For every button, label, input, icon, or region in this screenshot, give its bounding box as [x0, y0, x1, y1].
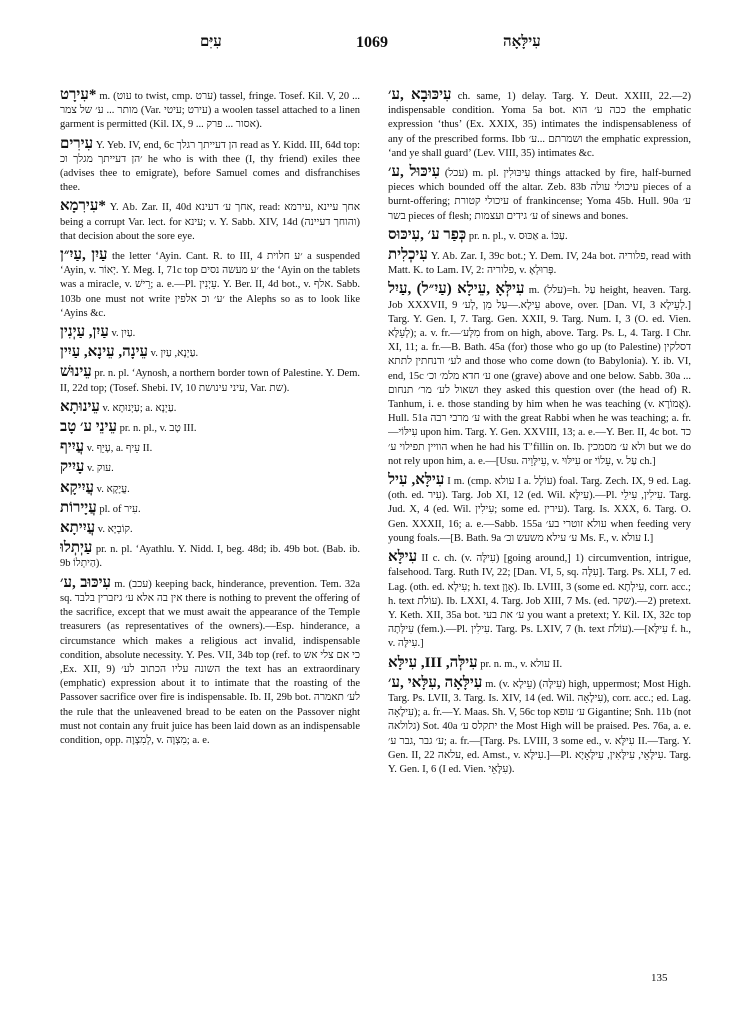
- dictionary-entry: [388, 473, 691, 546]
- entry-headword: עִילָּא: [388, 549, 418, 566]
- entry-headword: כְּפַר ע׳ ,עִיכּוּס: [388, 226, 467, 243]
- entry-headword: עַיִן ,עַיִ״ן: [60, 247, 108, 264]
- entry-definition: II c. ch. (v. עִילָּה) [going around,] 1) circumvention, intrigue, falsehood. Targ. Ruth IV, 22; [Dan. VI, 5, sq. עִלָּה]. Targ. Ps. XLI, 7 ed. Lag. (oth. ed. עִילָא; h. text אָוֶן). Ib. LVIII, 3 (some ed. עִילְתָא, corr. acc.; h. text עוֹלֹת). Ib. LXXI, 4. Targ. Job XIII, 7 Ms. (ed. שקר).—2) pretext. Y. Keth. XII, 35a bot. ע׳ את בעי you want a pretext; Y. Kil. IX, 32c top עִילְּתָה (fem.).—Pl. עִילִין. Targ. Ps. LXIV, 7 (h. text עוֹלֹת).—[עִילָּא f. h., v. עִילָּה.]: [388, 553, 691, 650]
- entry-definition: (עכל) m. pl. עִיכּוּלִין things attacked by fire, half-burned pieces which bounded off the altar. Zeb. 83b עיכולי עולה pieces of a burnt-offering; עיכולי קטורת of frankincense; Yoma 45b. Hull. 90a ע׳ בשר pieces of flesh; ע׳ גידים ועצמות of sinews and bones.: [388, 168, 691, 222]
- entry-definition: I m. (cmp. עולא I a. עוֹלָל) foal. Targ. Zech. IX, 9 ed. Lag. (oth. ed. עִיר). Targ. Job XI, 12 (ed. Wil. עִילָּא).—Pl. עִילִין, עִילֵי. Targ. Jud. X, 4 (ed. Wil. עִילִין; some ed. עירין). Targ. Is. XXX, 6. Targ. O. Gen. XXXII, 16; a. e.—Sabb. 155a עולא זוטרי בע׳ when feeding very young foals.—[B. Bath. 9a ע׳ עילא משעש וכ׳ Ms. F., v. עולא I.]: [388, 476, 691, 544]
- entry-headword: עִיכּוּל ,ע׳: [388, 164, 441, 181]
- entry-definition: m. (עוט to twist, cmp. ערט) tassel, fringe. Tosef. Kil. V, 20 ... מותר ... ע׳ של צמר (Var. עירט ;עיטי) a woolen tassel attached to a linen garment is permitted (Kil. IX, 9 ... אסור ... פרק).: [60, 91, 360, 131]
- entry-headword: עֵינוּתָא: [60, 398, 100, 415]
- entry-headword: עֵינָה, עֵינָא, עַיִין: [60, 344, 149, 361]
- dictionary-entry: [388, 165, 691, 224]
- dictionary-entry: [388, 282, 691, 469]
- entry-headword: עִילָּאָה ,עִלָּאי ,ע׳: [388, 674, 483, 691]
- dictionary-entry: [60, 199, 360, 244]
- dictionary-entry: [60, 88, 360, 133]
- dictionary-entry: [60, 365, 360, 395]
- entry-definition: Y. Yeb. IV, end, 6c הן דעייתך רגלך read as Y. Kidd. III, 64d top: ׳הן דעייתך מגלך וכ he who is with thee (I, thy friend) exiles thee (advises thee to emigrate), before Samuel comes and disfranchises thee.: [60, 139, 360, 194]
- signature-mark: 135: [651, 972, 668, 984]
- dictionary-entry: [60, 400, 360, 416]
- entry-definition: v. עוק.: [87, 463, 114, 475]
- dictionary-entry: [60, 541, 360, 571]
- dictionary-entry: [60, 576, 360, 748]
- dictionary-entry: [60, 501, 360, 517]
- entry-headword: עִירִים: [60, 135, 94, 152]
- entry-definition: m. (עלל)=h. עַל height, heaven. Targ. Job XXXVII, 9 עֵילָא.—עַל מִן ,לְע׳ above, over. [Dan. VI, 3 לְעֵילָא.] Targ. Y. Gen. I, 7. Targ. Gen. XXII, 9. Targ. Num. I, 3 (O. ed. Vien. לְעֵלָּא); a. v. fr.—מִלְּע׳ from on high, above. Targ. Ps. L, 4. Targ. I Chr. XI, 11; a. fr.—B. Bath. 45a (for) those who go up (to Palestine) דסלקין לע׳ ודנחתין לתתא and those who come down (to Babylonia). Y. ib. VI, end, 15c ע׳ חדא מלמ׳ וכ׳ one (grave) above and one below. Sabb. 30a ... ושאול לע׳ מר׳ תנחום they asked this question over (the head of) R. Tanhum, i. e. those standing by him when he was teaching (v. אֲמוֹרָא). Hull. 51a ע׳ מרבי רבה with the great Rabbi when he was teaching; a. fr.—עִילּוֹי upon him. Targ. Y. Gen. XXVIII, 13; a. e.—Y. Ber. II, 4c bot. כד הוויין תפילוי ע׳ when he had his T’fillin on. Ib. ולא ע׳ מסמכין but we do not rely upon him, a. e.—[Usu. עֵילָּוֵיה, v. עִילּוּי or עֵלוֹי, v. עַל ch.]: [388, 285, 691, 467]
- entry-definition: m. (עכב) keeping back, hinderance, prevention. Tem. 32a sq. אין בה אלא ע׳ גיזברין בלבד there is nothing to prevent the offering of the sacrifice, except that we must await the appearance of the Temple treasurers (as representatives of the owners).—Esp. hinderance, a circumstance which makes a religious act invalid, indispensable condition, absolute necessity. Y. Pes. VII, 34b top (ref. to כי אם צלי אש ,Ex. XII, 9) השונה עליו הכתוב לע׳ the text has an extraordinary (emphatic) expression about it to intimate that the roasting of the Passover sacrifice over fire is indispensable. Ib. II, 29b bot. לע׳ תאמרה the rule that the unleavened bread to be eaten on the Passover night must not contain any fruit juice has been laid down as an indispensable condition, opp. לְמִצְוָה, v. מִצְוָה; a. e.: [60, 578, 360, 746]
- entry-headword: עֲיִיקָא: [60, 479, 95, 496]
- entry-definition: v. עַיְנוּתָא; a. עַיְנָא.: [102, 402, 177, 414]
- dictionary-entry: [388, 88, 691, 161]
- entry-headword: עֵינוּשׁ: [60, 364, 92, 381]
- entry-headword: עֲיִיתָא: [60, 520, 96, 537]
- entry-definition: Y. Ab. Zar. II, 40d אחך ע׳ דעינא, read: אחך עיינא ,עירמא being a corrupt Var. lect. for עינא; v. Y. Sabb. XIV, 14d (והוחך דעיינה) that decision about the sore eye.: [60, 202, 360, 242]
- dictionary-entry: [388, 550, 691, 651]
- entry-definition: pr. n. m., v. עולא II.: [480, 658, 563, 670]
- dictionary-entry: [60, 521, 360, 537]
- dictionary-entry: [60, 481, 360, 497]
- entry-headword: עִילְּאָ ,עֵילָא (עַיִ״ל) ,עַיִל: [388, 281, 525, 298]
- entry-definition: v. קוֹבְיָא.: [97, 524, 133, 536]
- entry-definition: pl. of עִיר.: [99, 503, 141, 515]
- entry-definition: the letter ‘Ayin. Cant. R. to III, 4 ׳ע חלוית a suspended ‘Ayin, v. יְאוֹר. Y. Meg. I, 71c top ׳ע מעשה נסים the ‘Ayin on the tablets was a miracle, v. רֵישׁ; a. e.—Pl. עֵיְנִין. Y. Ber. II, 4d bot., v. אלף. Sabb. 103b one must not write ׳ע׳ וכ אלפין the Alephs so as to look like ‘Ayins &c.: [60, 251, 360, 319]
- entry-headword: עִילָּא, עִיל: [388, 472, 445, 489]
- entry-definition: v. עַיִן.: [111, 328, 136, 340]
- entry-definition: v. עֲיָקָא.: [96, 483, 130, 495]
- dictionary-entry: [60, 325, 360, 341]
- entry-definition: m. (v. עֵילָא) (עִילָּה) high, uppermost; Most High. Targ. Ps. LVII, 3. Targ. Is. XIV, 14 (ed. Wil. עִילָאָה), corr. acc.; ed. Lag. עִילָאָה); a. fr.—Y. Maas. Sh. V, 56c top ע׳ עופא Gigantine; Snh. 11b (not גלולאה) Sot. 40a יתקלס ע׳ the Most High will be praised. Pes. 76a, a. e. ע׳ גבר ,גבר ע׳; a. fr.—[Targ. Ps. LVIII, 3 some ed., v. עִילָּא II.—Targ. Y. Gen. II, 22 עלאה, ed. Amst., v. עִילָּא.]—Pl. עִילָּאֵי, עִילָּאִין, עִילָּאָיָא. Targ. Y. Gen. I, 6 (I ed. Vien. עִלָּאֵי).: [388, 678, 691, 775]
- entry-headword: *עִירִמָא: [60, 198, 106, 215]
- entry-headword: עִיכְלִית: [388, 247, 428, 264]
- entry-definition: pr. n. pl., v. טָב III.: [119, 423, 197, 435]
- dictionary-entry: [60, 420, 360, 436]
- dictionary-entry: [60, 460, 360, 476]
- entry-definition: v. עָיֵף, a. עֵיף II.: [86, 443, 153, 455]
- dictionary-entry: [60, 440, 360, 456]
- dictionary-entry: [388, 676, 691, 777]
- header-right-catchword: עִילָּאָה: [503, 34, 541, 50]
- header-left-catchword: עִיִּם: [200, 34, 222, 50]
- dictionary-entry: [60, 345, 360, 361]
- dictionary-entry: [388, 248, 691, 278]
- entry-headword: עֲיָירוֹת: [60, 499, 97, 516]
- entry-headword: עַיְתְלוּ: [60, 540, 93, 557]
- entry-headword: עָיִיק: [60, 459, 85, 476]
- dictionary-entry: [388, 228, 691, 244]
- left-column: [60, 88, 360, 993]
- dictionary-entry: [60, 137, 360, 196]
- entry-headword: עֵינֵי ע׳ טָב: [60, 419, 117, 436]
- entry-headword: עֲיִיף: [60, 439, 85, 456]
- entry-definition: pr. n. pl. ‘Ayathlu. Y. Nidd. I, beg. 48d; ib. 49b bot. (Bab. ib. 9b הַיתְלוֹ).: [60, 544, 360, 570]
- entry-definition: ch. same, 1) delay. Targ. Y. Deut. XXIII, 22.—2) indispensable condition. Yoma 5a bot. ככה ע׳ הוא the emphatic expression ‘thus’ (Ex. XXIX, 35) intimates the indispensableness of any of the prescribed forms. Ibb ושמרתם ...ע׳ the emphatic expression, ‘and ye shall guard’ (Lev. VIII, 35) intimates &c.: [388, 91, 691, 159]
- entry-headword: עִיכּוּב ,ע׳: [60, 574, 112, 591]
- page-number: 1069: [356, 34, 388, 51]
- dictionary-entry: [388, 656, 691, 672]
- right-column: [388, 88, 691, 993]
- entry-definition: Y. Ab. Zar. I, 39c bot.; Y. Dem. IV, 24a bot. פלוריה, read with Matt. K. to Lam. IV, 2: פלוריה, v. פְּרוּלְאָ.: [388, 251, 691, 277]
- entry-definition: pr. n. pl., v. אַכּוּס a. עַכּוֹ.: [468, 230, 568, 242]
- entry-headword: עִילְּה, III, עִילָּא: [388, 654, 478, 671]
- running-header: [0, 34, 750, 58]
- entry-definition: pr. n. pl. ‘Aynosh, a northern border town of Palestine. Y. Dem. II, 22d top; (Tosef. Shebi. IV, 10 עיני עינושת, Var. שת).: [60, 368, 360, 394]
- entry-headword: עַיִן, עַיְנִין: [60, 324, 109, 341]
- entry-headword: עִיכּוּבָא ,ע׳: [388, 88, 452, 103]
- entry-headword: *עִירָט: [60, 88, 97, 103]
- dictionary-entry: [60, 248, 360, 321]
- entry-definition: v. עַיְנָא, עַיִן.: [150, 348, 199, 360]
